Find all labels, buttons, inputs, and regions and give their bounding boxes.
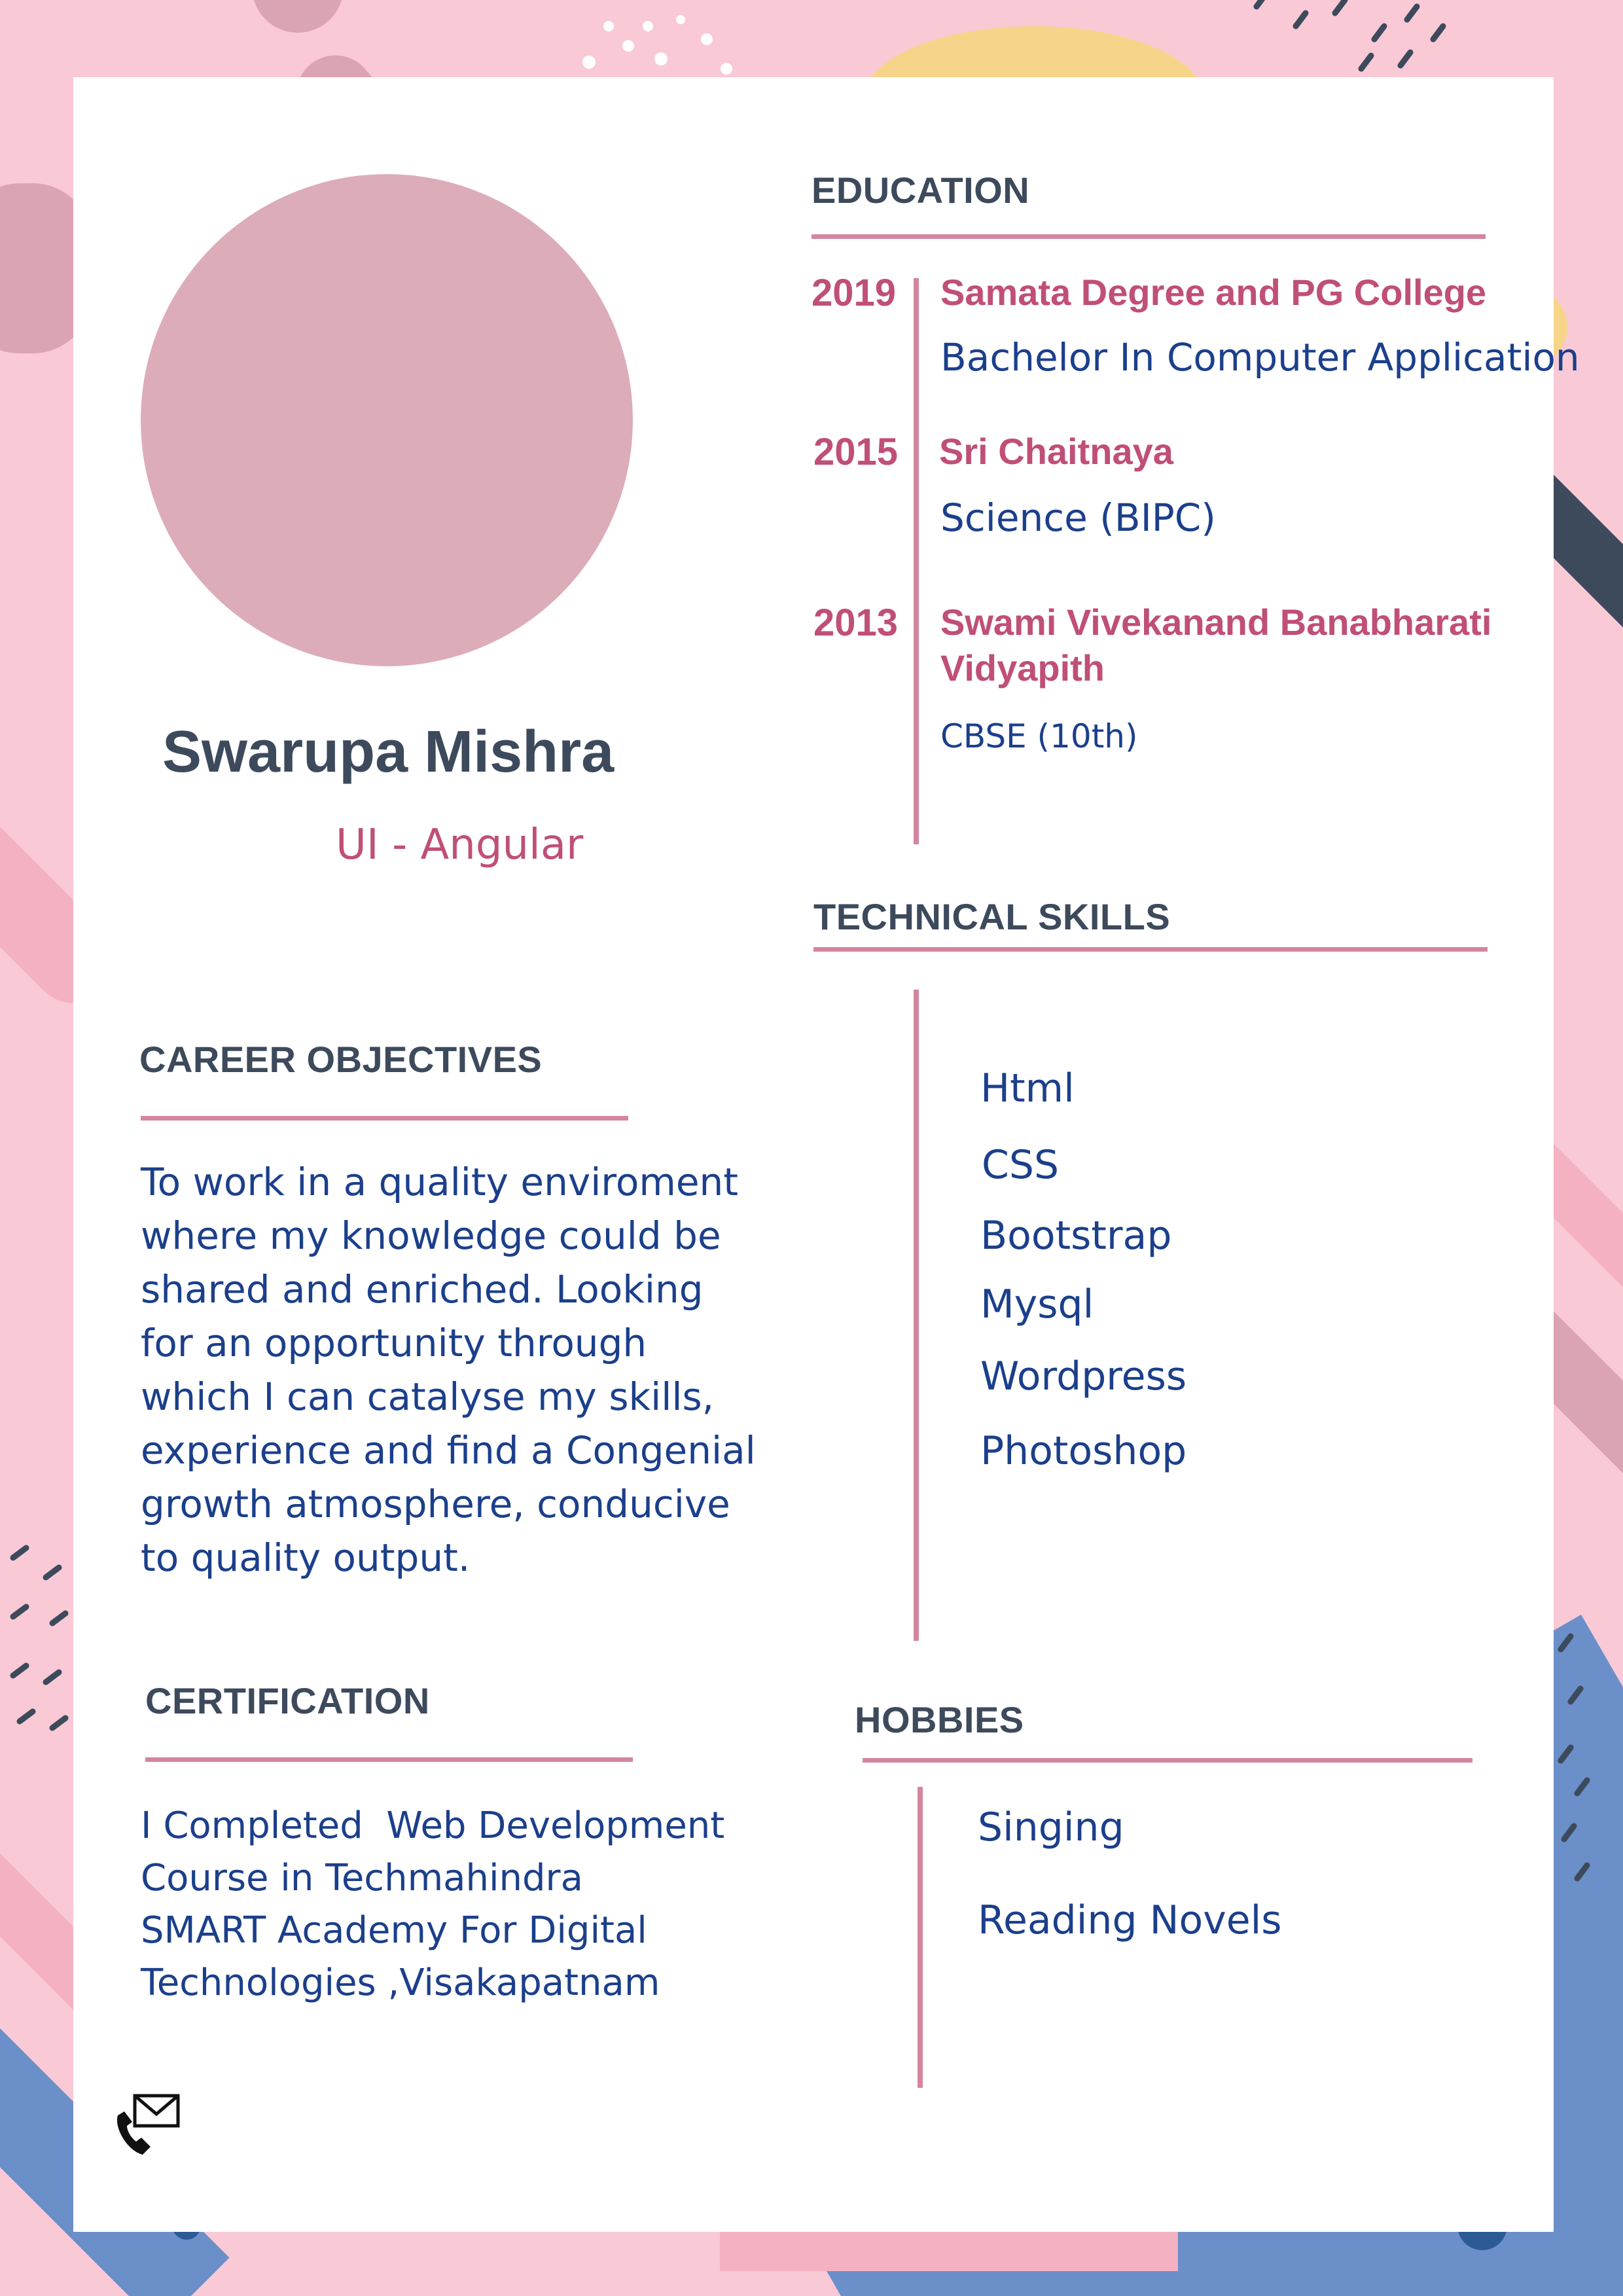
education-school: Sri Chaitnaya (939, 431, 1173, 472)
name-title: Swarupa Mishra (162, 719, 615, 785)
skill-item: Bootstrap (980, 1213, 1172, 1259)
education-heading: EDUCATION (812, 170, 1030, 211)
certification-line: SMART Academy For Digital (141, 1909, 647, 1952)
phone-mail-icon (111, 2088, 183, 2160)
hobby-item: Singing (978, 1804, 1124, 1850)
career-line: which I can catalyse my skills, (141, 1374, 715, 1419)
hobby-item: Reading Novels (978, 1897, 1282, 1943)
skill-item: Mysql (980, 1282, 1094, 1327)
education-year: 2015 (813, 431, 899, 473)
education-degree: Science (BIPC) (940, 495, 1216, 540)
technical-skills-heading: TECHNICAL SKILLS (813, 896, 1171, 937)
career-line: for an opportunity through (141, 1321, 647, 1365)
education-school: Samata Degree and PG College (940, 272, 1487, 313)
career-line: To work in a quality enviroment (141, 1160, 739, 1204)
skills-timeline (914, 990, 919, 1641)
career-line: growth atmosphere, conducive (141, 1482, 730, 1526)
certification-line: Technologies ,Visakapatnam (141, 1962, 660, 2004)
career-line: where my knowledge could be (141, 1213, 721, 1258)
career-objectives-heading: CAREER OBJECTIVES (139, 1039, 543, 1080)
career-objectives-text (141, 1155, 756, 1585)
profile-photo-placeholder (141, 174, 633, 666)
education-degree: Bachelor In Computer Application (940, 335, 1580, 380)
skill-item: Wordpress (980, 1354, 1187, 1399)
career-line: shared and enriched. Looking (141, 1267, 704, 1312)
skill-item: CSS (982, 1142, 1060, 1188)
certification-text (141, 1800, 724, 2009)
education-timeline (914, 278, 919, 844)
role-subtitle: UI - Angular (336, 821, 584, 869)
career-objectives-rule (141, 1116, 628, 1121)
hobbies-rule (863, 1758, 1472, 1763)
education-degree: CBSE (10th) (940, 717, 1138, 755)
career-line: to quality output. (141, 1535, 471, 1580)
education-school: Swami Vivekanand Banabharati Vidyapith (940, 601, 1492, 689)
education-year: 2019 (812, 272, 897, 314)
hobbies-timeline (918, 1787, 923, 2088)
education-year: 2013 (813, 601, 899, 644)
certification-line: Course in Techmahindra (141, 1857, 583, 1899)
certification-line: I Completed Web Development (141, 1804, 725, 1847)
certification-heading: CERTIFICATION (145, 1680, 430, 1721)
certification-rule (145, 1757, 633, 1762)
skill-item: Html (980, 1066, 1075, 1111)
skill-item: Photoshop (980, 1428, 1187, 1474)
hobbies-heading: HOBBIES (855, 1699, 1024, 1740)
education-rule (812, 234, 1486, 239)
career-line: experience and find a Congenial (141, 1428, 756, 1473)
technical-skills-rule (813, 947, 1488, 952)
